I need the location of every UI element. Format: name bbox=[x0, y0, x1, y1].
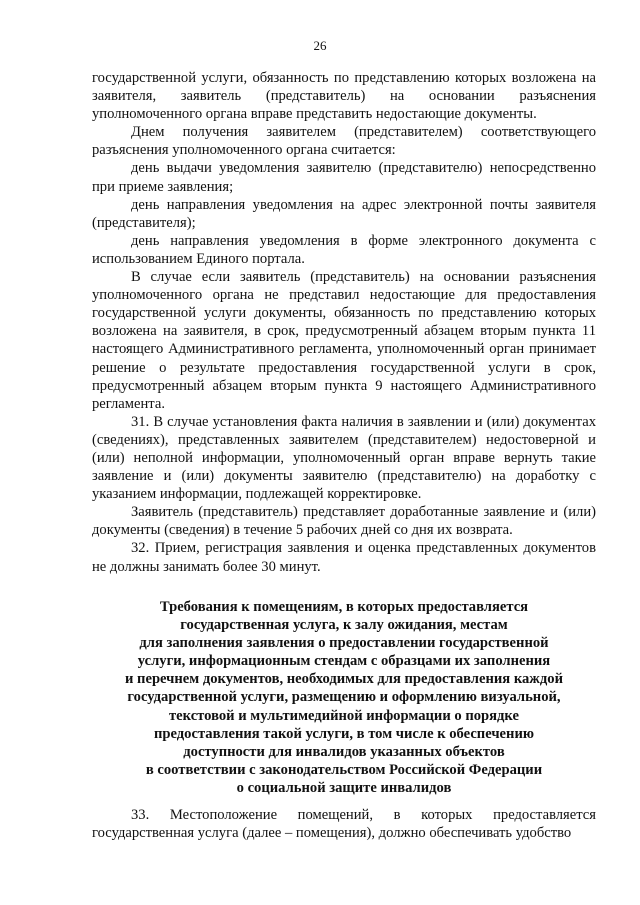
paragraph: В случае если заявитель (представитель) на основании разъяснения уполномоченного органа не представил недостающие для предоставления государственной услуги документы, обязанность по представлению которых возложена на заявителя, в срок, предусмотренный абзацем вторым пункта 11 настоящего Административного регламента, уполномоченный орган принимает решение о результате предоставления государственной услуги в срок, предусмотренный абзацем вторым пункта 9 настоящего Административного регламента. bbox=[92, 269, 596, 412]
body-text-continuation bbox=[92, 806, 596, 842]
paragraph: 32. Прием, регистрация заявления и оценка представленных документов не должны занимать более 30 минут. bbox=[92, 540, 596, 575]
heading-line: государственная услуга, к залу ожидания, местам bbox=[180, 617, 508, 634]
paragraph: день направления уведомления на адрес электронной почты заявителя (представителя); bbox=[92, 196, 596, 231]
heading-line: доступности для инвалидов указанных объектов bbox=[183, 743, 505, 760]
paragraph: Днем получения заявителем (представителем) соответствующего разъяснения уполномоченного органа считается: bbox=[92, 124, 596, 159]
heading-line: для заполнения заявления о предоставлении государственной bbox=[139, 635, 549, 652]
page-number: 26 bbox=[313, 38, 327, 53]
section-heading bbox=[92, 598, 596, 797]
heading-line: Требования к помещениям, в которых предоставляется bbox=[159, 599, 529, 615]
heading-line: государственной услуги, размещению и оформлению визуальной, bbox=[127, 689, 561, 706]
paragraph: Заявитель (представитель) представляет доработанные заявление и (или) документы (сведения) в течение 5 рабочих дней со дня их возврата. bbox=[92, 504, 596, 539]
paragraph: государственной услуги, обязанность по представлению которых возложена на заявителя, заявитель (представитель) на основании разъяснения уполномоченного органа вправе представить недостающие документы. bbox=[92, 70, 596, 123]
paragraph: день направления уведомления в форме электронного документа с использованием Единого портала. bbox=[92, 232, 596, 267]
heading-line: в соответствии с законодательством Российской Федерации bbox=[145, 761, 543, 778]
paragraph: день выдачи уведомления заявителю (представителю) непосредственно при приеме заявления; bbox=[92, 160, 596, 195]
heading-line: услуги, информационным стендам с образцами их заполнения bbox=[137, 653, 551, 670]
paragraph: 33. Местоположение помещений, в которых предоставляется государственная услуга (далее – помещения), должно обеспечивать удобство bbox=[92, 807, 596, 842]
heading-line: о социальной защите инвалидов bbox=[236, 779, 452, 796]
paragraph: 31. В случае установления факта наличия в заявлении и (или) документах (сведениях), представленных заявителем (представителем) недостоверной и (или) неполной информации, уполномоченный орган вправе вернуть такие заявление и (или) документы заявителю (представителю) на доработку с указанием информации, подлежащей корректировке. bbox=[92, 413, 596, 503]
heading-line: и перечнем документов, необходимых для предоставления каждой bbox=[125, 671, 563, 688]
body-text bbox=[92, 69, 596, 576]
heading-line: текстовой и мультимедийной информации о порядке bbox=[169, 707, 519, 724]
heading-line: предоставления такой услуги, в том числе к обеспечению bbox=[153, 725, 534, 742]
